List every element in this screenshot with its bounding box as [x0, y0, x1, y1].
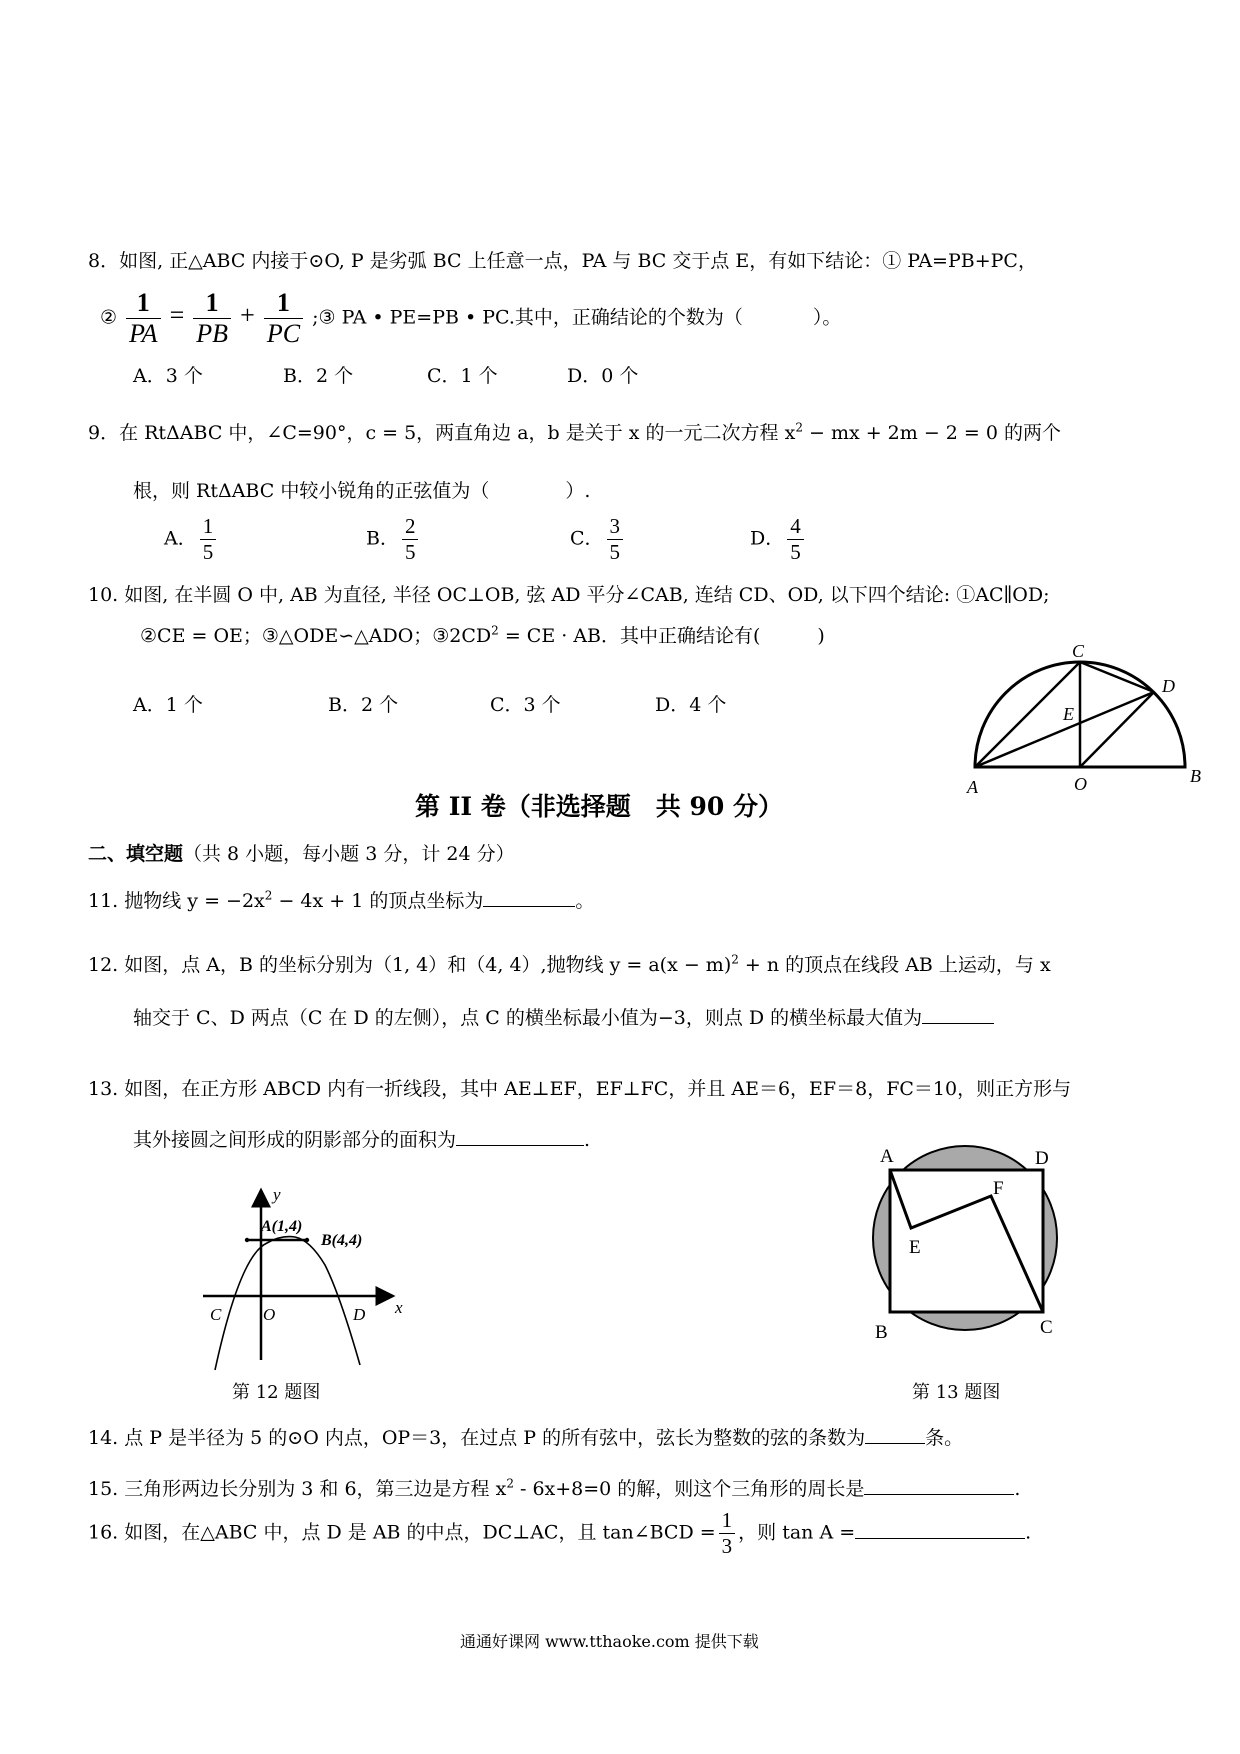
- label-o: O: [1074, 774, 1087, 794]
- q11-answer-blank[interactable]: [483, 906, 575, 907]
- q16: [88, 1508, 1031, 1559]
- fig12-label-d: D: [353, 1305, 366, 1324]
- q12-line1: [88, 950, 1051, 977]
- q12-answer-blank[interactable]: [922, 1023, 994, 1024]
- segment-od: [1080, 692, 1154, 767]
- fig13-label-b: B: [875, 1322, 888, 1343]
- q9-line2: 根，则 RtΔABC 中较小锐角的正弦值为（ ）.: [133, 480, 591, 502]
- q9-line1: [88, 418, 1061, 445]
- q9-option-b: B． $\frac{2}{5}$: [366, 514, 421, 565]
- q15: [88, 1474, 1020, 1501]
- fig12-label-b: B(4,4): [321, 1232, 363, 1249]
- q8-line1: 8．如图, 正△ABC 内接于⊙O, P 是劣弧 BC 上任意一点，PA 与 BC 交于点 E，有如下结论：① PA=PB+PC，: [88, 250, 1037, 272]
- label-c: C: [1072, 641, 1085, 661]
- q8-option-c: C．1 个: [427, 365, 498, 387]
- q12-sup: 2: [731, 952, 739, 967]
- fig13-square-circle-figure: [865, 1133, 1080, 1343]
- q10-option-a: A．1 个: [133, 694, 203, 716]
- q8-frac-pa: $\frac{1}{PA}$: [126, 288, 160, 349]
- q8-equals: =: [169, 300, 185, 330]
- q15-end: .: [1014, 1478, 1021, 1500]
- q9-line1-b: − mx + 2m − 2 = 0 的两个: [802, 422, 1062, 444]
- q9-option-c: C． $\frac{3}{5}$: [570, 514, 626, 565]
- fig12-parabola-figure: [195, 1185, 405, 1375]
- q9-line1-a: 9．在 RtΔABC 中，∠C=90°，c = 5，两直角边 a，b 是关于 x 的一元二次方程 x: [88, 422, 796, 444]
- fig13-label-c: C: [1040, 1317, 1053, 1338]
- q11-sup: 2: [264, 888, 273, 903]
- parabola-curve: [215, 1237, 360, 1370]
- q10-option-c: C．3 个: [490, 694, 561, 716]
- q10-option-b: B．2 个: [328, 694, 399, 716]
- q8-frac-pb: $\frac{1}{PB}$: [193, 288, 231, 349]
- q8-plus: +: [240, 300, 255, 330]
- q16-a: 16. 如图，在△ABC 中，点 D 是 AB 的中点，DC⊥AC，且 tan∠BCD =: [88, 1521, 716, 1544]
- q11-end: 。: [575, 890, 595, 912]
- q10-sup: 2: [491, 623, 499, 638]
- fig12-caption: 第 12 题图: [232, 1382, 321, 1403]
- point-b: [305, 1238, 309, 1242]
- label-d: D: [1162, 676, 1175, 696]
- q15-b: - 6x+8=0 的解，则这个三角形的周长是: [513, 1478, 865, 1500]
- footer: 通通好课网 www.tthaoke.com 提供下载: [460, 1632, 759, 1651]
- q16-answer-blank[interactable]: [855, 1538, 1025, 1539]
- q13-answer-blank[interactable]: [456, 1145, 584, 1146]
- q8-line2: [100, 288, 841, 349]
- fig13-label-d: D: [1035, 1148, 1049, 1169]
- fill-heading-label: 二、填空题: [88, 843, 184, 865]
- label-e: E: [1063, 704, 1074, 724]
- q12-b: + n 的顶点在线段 AB 上运动，与 x: [738, 954, 1051, 976]
- q15-a: 15. 三角形两边长分别为 3 和 6，第三边是方程 x: [88, 1478, 507, 1500]
- label-a: A: [967, 777, 978, 797]
- fig12-label-o: O: [263, 1305, 276, 1324]
- q8-option-a: A．3 个: [133, 365, 203, 387]
- q14-answer-blank[interactable]: [865, 1443, 925, 1444]
- q11-b: − 4x + 1 的顶点坐标为: [272, 890, 484, 912]
- q14-a: 14. 点 P 是半径为 5 的⊙O 内点，OP＝3，在过点 P 的所有弦中，弦长为整数的弦的条数为: [88, 1427, 866, 1449]
- section2-title: 第 II 卷（非选择题 共 90 分）: [415, 792, 783, 821]
- q13-end: .: [584, 1129, 591, 1151]
- label-b: B: [1190, 766, 1201, 786]
- fig13-caption: 第 13 题图: [912, 1382, 1001, 1403]
- fig13-label-e: E: [909, 1237, 921, 1258]
- q10-option-d: D．4 个: [655, 694, 727, 716]
- q10-line2: [140, 621, 825, 648]
- fig12-label-x: x: [395, 1298, 403, 1317]
- q12-line2-text: 轴交于 C、D 两点（C 在 D 的左侧），点 C 的横坐标最小值为−3，则点 D 的横坐标最大值为: [133, 1007, 923, 1029]
- q10-line1: 10. 如图, 在半圆 O 中, AB 为直径, 半径 OC⊥OB, 弦 AD 平分∠CAB, 连结 CD、OD, 以下四个结论: ①AC∥OD;: [88, 584, 1050, 606]
- q9-option-d: D． $\frac{4}{5}$: [750, 514, 807, 565]
- q11-a: 11. 抛物线 y = −2x: [88, 890, 265, 912]
- q10-semicircle-figure: [955, 640, 1210, 800]
- q11: [88, 886, 594, 913]
- q13-line1: 13. 如图，在正方形 ABCD 内有一折线段，其中 AE⊥EF，EF⊥FC，并且 AE＝6，EF＝8，FC＝10，则正方形与: [88, 1078, 1072, 1100]
- segment-cd: [1080, 662, 1154, 692]
- q15-answer-blank[interactable]: [864, 1494, 1014, 1495]
- fill-heading-note: （共 8 小题，每小题 3 分，计 24 分）: [183, 843, 515, 865]
- q9-sup: 2: [795, 420, 803, 435]
- q16-b: ，则 tan A =: [738, 1521, 856, 1544]
- fill-heading: [88, 839, 515, 866]
- q13-line2: [133, 1125, 590, 1152]
- q15-sup: 2: [506, 1476, 514, 1491]
- fig12-label-a: A(1,4): [261, 1218, 303, 1235]
- q8-end: ）。: [812, 306, 842, 329]
- q16-end: .: [1025, 1521, 1032, 1544]
- point-a: [245, 1238, 249, 1242]
- q12-line2: [133, 1003, 994, 1030]
- q16-frac: $\frac{1}{3}$: [719, 1508, 736, 1559]
- q9-option-a: A． $\frac{1}{5}$: [164, 514, 219, 565]
- q14: [88, 1423, 963, 1450]
- q13-line2-text: 其外接圆之间形成的阴影部分的面积为: [133, 1129, 457, 1151]
- q8-circled-2: ②: [100, 306, 118, 329]
- q8-option-b: B．2 个: [283, 365, 354, 387]
- q10-line2-a: ②CE = OE；③△ODE∽△ADO；③2CD: [140, 625, 492, 647]
- fig12-label-c: C: [210, 1305, 222, 1324]
- q12-a: 12. 如图，点 A，B 的坐标分别为（1, 4）和（4, 4）,抛物线 y = a(x − m): [88, 954, 732, 976]
- q8-option-d: D．0 个: [567, 365, 639, 387]
- q14-end: 条。: [925, 1427, 964, 1449]
- fig12-label-y: y: [273, 1185, 281, 1204]
- fig13-label-a: A: [880, 1146, 894, 1167]
- q8-tail: ;③ PA • PE=PB • PC.其中，正确结论的个数为（: [312, 306, 743, 329]
- fig13-label-f: F: [993, 1178, 1004, 1199]
- q10-line2-b: = CE · AB．其中正确结论有( ): [498, 625, 825, 647]
- q8-frac-pc: $\frac{1}{PC}$: [264, 288, 303, 349]
